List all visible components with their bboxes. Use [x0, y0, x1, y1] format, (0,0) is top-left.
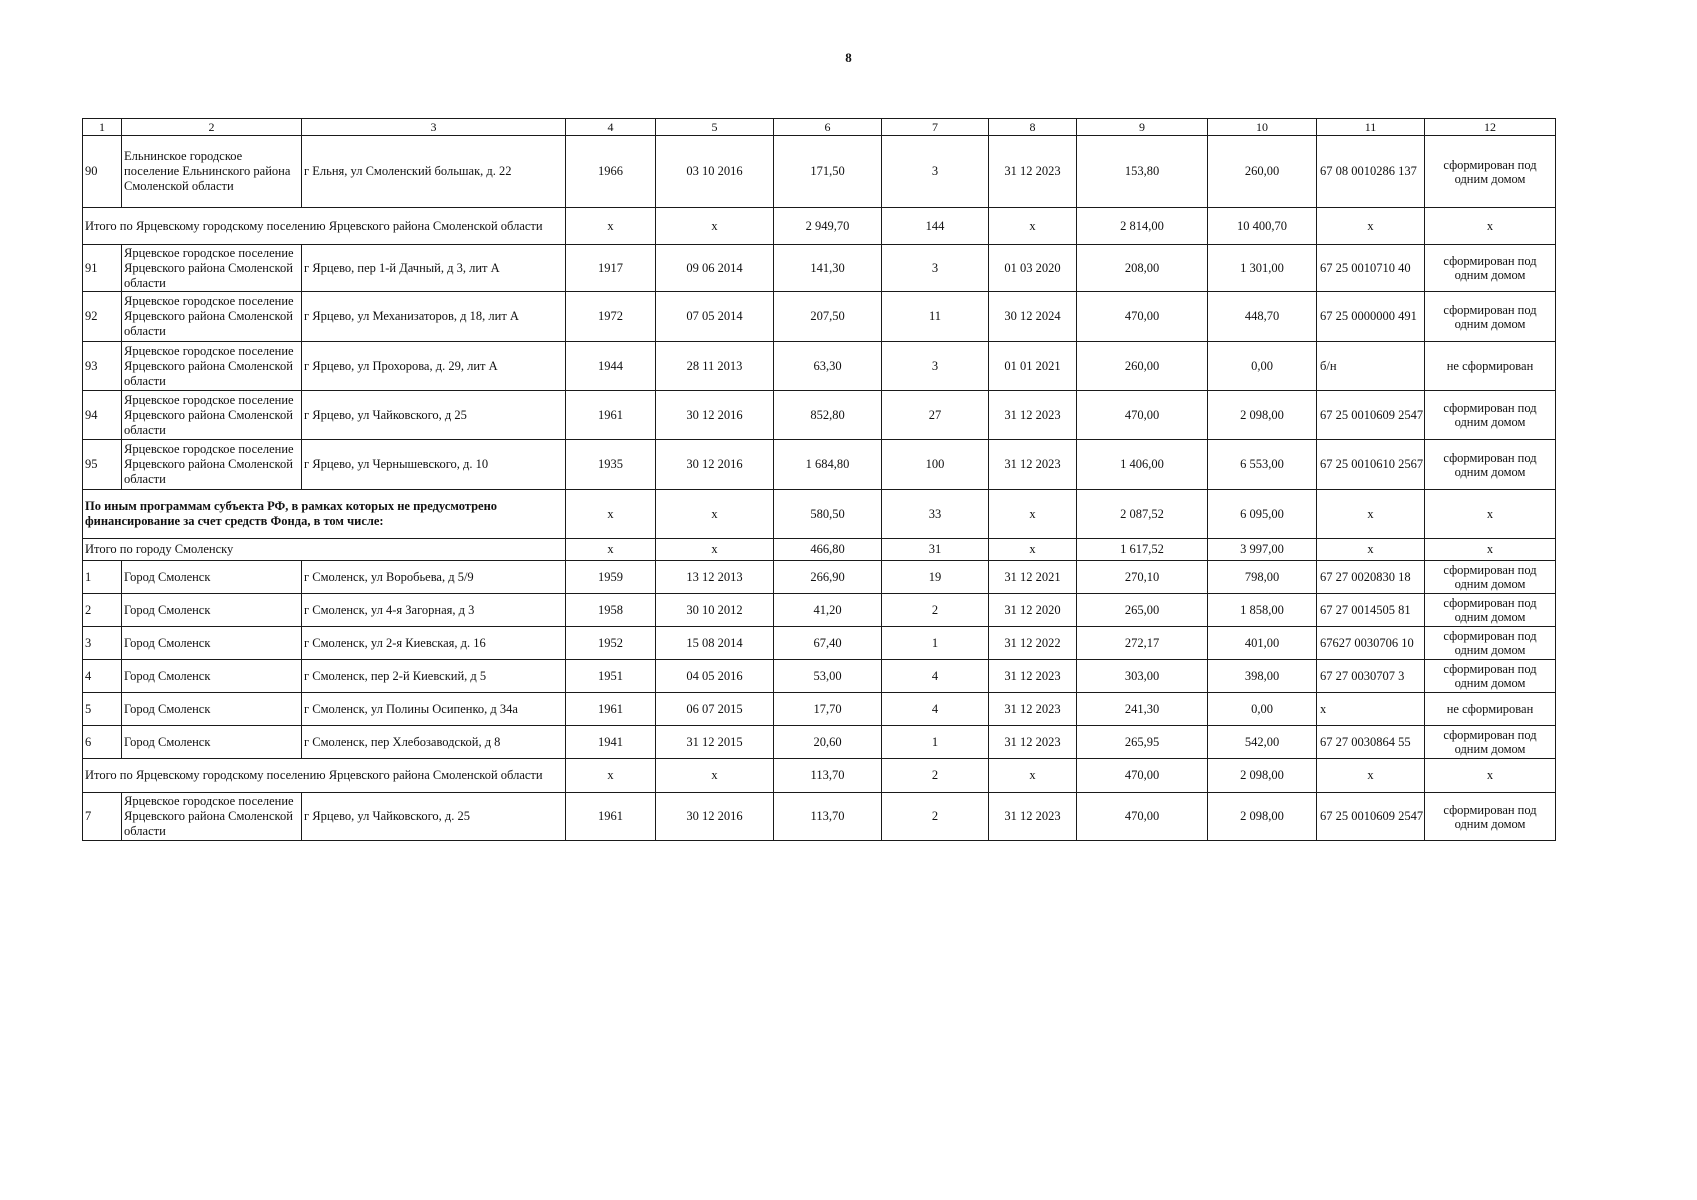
- column-header: 12: [1425, 119, 1556, 136]
- summary-value-cell: х: [656, 759, 774, 793]
- register-table: [82, 118, 1556, 841]
- status-cell: сформирован под одним домом: [1425, 627, 1556, 660]
- summary-value-cell: х: [1317, 208, 1425, 245]
- row-number-cell: 93: [83, 342, 122, 391]
- year-cell: 1917: [566, 245, 656, 292]
- municipality-cell: Город Смоленск: [122, 561, 302, 594]
- cadastral-number-cell: 67 27 0014505 81: [1317, 594, 1425, 627]
- area-cell: 207,50: [774, 292, 882, 342]
- cost-cell: 260,00: [1077, 342, 1208, 391]
- table-row: [83, 793, 1556, 841]
- row-number-cell: 3: [83, 627, 122, 660]
- date-cell: 13 12 2013: [656, 561, 774, 594]
- date-cell: 30 12 2016: [656, 793, 774, 841]
- municipality-cell: Город Смоленск: [122, 726, 302, 759]
- cost-cell: 1 301,00: [1208, 245, 1317, 292]
- people-count-cell: 19: [882, 561, 989, 594]
- cost-cell: 401,00: [1208, 627, 1317, 660]
- area-cell: 41,20: [774, 594, 882, 627]
- address-cell: г Ярцево, ул Чайковского, д 25: [302, 391, 566, 440]
- address-cell: г Ярцево, ул Чернышевского, д. 10: [302, 440, 566, 490]
- summary-value-cell: х: [989, 208, 1077, 245]
- summary-value-cell: х: [566, 759, 656, 793]
- table-row: [83, 292, 1556, 342]
- date-cell: 30 12 2016: [656, 440, 774, 490]
- row-number-cell: 94: [83, 391, 122, 440]
- table-row: [83, 594, 1556, 627]
- column-header: 2: [122, 119, 302, 136]
- summary-value-cell: х: [656, 490, 774, 539]
- summary-value-cell: х: [989, 490, 1077, 539]
- cadastral-number-cell: 67 27 0020830 18: [1317, 561, 1425, 594]
- summary-value-cell: 470,00: [1077, 759, 1208, 793]
- date-cell: 06 07 2015: [656, 693, 774, 726]
- people-count-cell: 27: [882, 391, 989, 440]
- address-cell: г Смоленск, ул 2-я Киевская, д. 16: [302, 627, 566, 660]
- cost-cell: 260,00: [1208, 136, 1317, 208]
- summary-row: [83, 759, 1556, 793]
- status-cell: сформирован под одним домом: [1425, 136, 1556, 208]
- year-cell: 1941: [566, 726, 656, 759]
- planned-date-cell: 01 03 2020: [989, 245, 1077, 292]
- area-cell: 852,80: [774, 391, 882, 440]
- summary-value-cell: 144: [882, 208, 989, 245]
- cadastral-number-cell: 67 25 0010609 2547: [1317, 391, 1425, 440]
- municipality-cell: Город Смоленск: [122, 594, 302, 627]
- area-cell: 113,70: [774, 793, 882, 841]
- people-count-cell: 1: [882, 627, 989, 660]
- summary-value-cell: х: [566, 539, 656, 561]
- column-header: 9: [1077, 119, 1208, 136]
- summary-value-cell: х: [1425, 539, 1556, 561]
- area-cell: 20,60: [774, 726, 882, 759]
- summary-value-cell: 2 814,00: [1077, 208, 1208, 245]
- summary-value-cell: х: [989, 539, 1077, 561]
- address-cell: г Смоленск, пер 2-й Киевский, д 5: [302, 660, 566, 693]
- date-cell: 15 08 2014: [656, 627, 774, 660]
- area-cell: 63,30: [774, 342, 882, 391]
- address-cell: г Смоленск, ул Воробьева, д 5/9: [302, 561, 566, 594]
- people-count-cell: 3: [882, 245, 989, 292]
- planned-date-cell: 31 12 2023: [989, 440, 1077, 490]
- people-count-cell: 11: [882, 292, 989, 342]
- date-cell: 31 12 2015: [656, 726, 774, 759]
- table-row: [83, 660, 1556, 693]
- row-number-cell: 2: [83, 594, 122, 627]
- municipality-cell: Ельнинское городское поселение Ельнинского района Смоленской области: [122, 136, 302, 208]
- row-number-cell: 90: [83, 136, 122, 208]
- status-cell: сформирован под одним домом: [1425, 391, 1556, 440]
- date-cell: 03 10 2016: [656, 136, 774, 208]
- summary-label: По иным программам субъекта РФ, в рамках которых не предусмотрено финансирование за счет средств Фонда, в том числе:: [83, 490, 566, 539]
- summary-value-cell: х: [989, 759, 1077, 793]
- address-cell: г Ярцево, пер 1-й Дачный, д 3, лит А: [302, 245, 566, 292]
- cost-cell: 398,00: [1208, 660, 1317, 693]
- column-header: 6: [774, 119, 882, 136]
- table-row: [83, 136, 1556, 208]
- cadastral-number-cell: 67 25 0000000 491: [1317, 292, 1425, 342]
- people-count-cell: 4: [882, 660, 989, 693]
- column-header: 3: [302, 119, 566, 136]
- address-cell: г Ельня, ул Смоленский большак, д. 22: [302, 136, 566, 208]
- summary-value-cell: 2: [882, 759, 989, 793]
- cadastral-number-cell: 67 27 0030864 55: [1317, 726, 1425, 759]
- summary-value-cell: х: [1317, 539, 1425, 561]
- municipality-cell: Город Смоленск: [122, 693, 302, 726]
- status-cell: не сформирован: [1425, 693, 1556, 726]
- planned-date-cell: 30 12 2024: [989, 292, 1077, 342]
- year-cell: 1952: [566, 627, 656, 660]
- people-count-cell: 1: [882, 726, 989, 759]
- planned-date-cell: 31 12 2023: [989, 660, 1077, 693]
- table-row: [83, 726, 1556, 759]
- summary-value-cell: 10 400,70: [1208, 208, 1317, 245]
- cost-cell: 208,00: [1077, 245, 1208, 292]
- summary-value-cell: 33: [882, 490, 989, 539]
- address-cell: г Смоленск, ул Полины Осипенко, д 34а: [302, 693, 566, 726]
- summary-value-cell: х: [1425, 759, 1556, 793]
- address-cell: г Ярцево, ул Чайковского, д. 25: [302, 793, 566, 841]
- table-row: [83, 342, 1556, 391]
- column-header: 10: [1208, 119, 1317, 136]
- year-cell: 1935: [566, 440, 656, 490]
- table-row: [83, 245, 1556, 292]
- cost-cell: 272,17: [1077, 627, 1208, 660]
- column-header: 5: [656, 119, 774, 136]
- row-number-cell: 6: [83, 726, 122, 759]
- people-count-cell: 3: [882, 136, 989, 208]
- status-cell: не сформирован: [1425, 342, 1556, 391]
- cost-cell: 1 858,00: [1208, 594, 1317, 627]
- year-cell: 1961: [566, 391, 656, 440]
- status-cell: сформирован под одним домом: [1425, 594, 1556, 627]
- people-count-cell: 2: [882, 594, 989, 627]
- summary-row: [83, 490, 1556, 539]
- cadastral-number-cell: б/н: [1317, 342, 1425, 391]
- summary-value-cell: х: [1425, 208, 1556, 245]
- table-row: [83, 693, 1556, 726]
- planned-date-cell: 31 12 2023: [989, 136, 1077, 208]
- cost-cell: 1 406,00: [1077, 440, 1208, 490]
- summary-value-cell: 2 949,70: [774, 208, 882, 245]
- area-cell: 266,90: [774, 561, 882, 594]
- cadastral-number-cell: 67 25 0010710 40: [1317, 245, 1425, 292]
- table-row: [83, 391, 1556, 440]
- summary-value-cell: 2 087,52: [1077, 490, 1208, 539]
- municipality-cell: Ярцевское городское поселение Ярцевского района Смоленской области: [122, 342, 302, 391]
- area-cell: 1 684,80: [774, 440, 882, 490]
- date-cell: 07 05 2014: [656, 292, 774, 342]
- cadastral-number-cell: 67 25 0010609 2547: [1317, 793, 1425, 841]
- row-number-cell: 92: [83, 292, 122, 342]
- summary-value-cell: х: [656, 539, 774, 561]
- planned-date-cell: 31 12 2023: [989, 793, 1077, 841]
- people-count-cell: 3: [882, 342, 989, 391]
- status-cell: сформирован под одним домом: [1425, 292, 1556, 342]
- table-row: [83, 440, 1556, 490]
- municipality-cell: Город Смоленск: [122, 627, 302, 660]
- planned-date-cell: 31 12 2023: [989, 726, 1077, 759]
- column-header: 7: [882, 119, 989, 136]
- year-cell: 1961: [566, 693, 656, 726]
- area-cell: 141,30: [774, 245, 882, 292]
- planned-date-cell: 31 12 2022: [989, 627, 1077, 660]
- cost-cell: 0,00: [1208, 342, 1317, 391]
- cost-cell: 798,00: [1208, 561, 1317, 594]
- summary-value-cell: х: [566, 208, 656, 245]
- summary-value-cell: 3 997,00: [1208, 539, 1317, 561]
- row-number-cell: 91: [83, 245, 122, 292]
- date-cell: 28 11 2013: [656, 342, 774, 391]
- municipality-cell: Ярцевское городское поселение Ярцевского района Смоленской области: [122, 440, 302, 490]
- cadastral-number-cell: х: [1317, 693, 1425, 726]
- year-cell: 1966: [566, 136, 656, 208]
- summary-value-cell: х: [1425, 490, 1556, 539]
- municipality-cell: Ярцевское городское поселение Ярцевского района Смоленской области: [122, 793, 302, 841]
- summary-value-cell: 31: [882, 539, 989, 561]
- column-header: 1: [83, 119, 122, 136]
- date-cell: 30 12 2016: [656, 391, 774, 440]
- people-count-cell: 4: [882, 693, 989, 726]
- planned-date-cell: 31 12 2021: [989, 561, 1077, 594]
- table-row: [83, 561, 1556, 594]
- address-cell: г Ярцево, ул Прохорова, д. 29, лит А: [302, 342, 566, 391]
- summary-value-cell: х: [1317, 759, 1425, 793]
- summary-value-cell: х: [566, 490, 656, 539]
- summary-value-cell: 466,80: [774, 539, 882, 561]
- area-cell: 67,40: [774, 627, 882, 660]
- cost-cell: 265,00: [1077, 594, 1208, 627]
- register-body: [83, 119, 1556, 841]
- planned-date-cell: 31 12 2023: [989, 391, 1077, 440]
- municipality-cell: Ярцевское городское поселение Ярцевского района Смоленской области: [122, 391, 302, 440]
- table-row: [83, 627, 1556, 660]
- address-cell: г Смоленск, ул 4-я Загорная, д 3: [302, 594, 566, 627]
- cost-cell: 241,30: [1077, 693, 1208, 726]
- cadastral-number-cell: 67 25 0010610 2567: [1317, 440, 1425, 490]
- summary-value-cell: 113,70: [774, 759, 882, 793]
- summary-label: Итого по Ярцевскому городскому поселению Ярцевского района Смоленской области: [83, 208, 566, 245]
- year-cell: 1959: [566, 561, 656, 594]
- people-count-cell: 100: [882, 440, 989, 490]
- summary-row: [83, 539, 1556, 561]
- cadastral-number-cell: 67627 0030706 10: [1317, 627, 1425, 660]
- area-cell: 17,70: [774, 693, 882, 726]
- municipality-cell: Ярцевское городское поселение Ярцевского района Смоленской области: [122, 245, 302, 292]
- summary-value-cell: х: [656, 208, 774, 245]
- planned-date-cell: 31 12 2023: [989, 693, 1077, 726]
- summary-value-cell: 580,50: [774, 490, 882, 539]
- status-cell: сформирован под одним домом: [1425, 793, 1556, 841]
- row-number-cell: 7: [83, 793, 122, 841]
- cadastral-number-cell: 67 27 0030707 3: [1317, 660, 1425, 693]
- address-cell: г Ярцево, ул Механизаторов, д 18, лит А: [302, 292, 566, 342]
- column-header: 8: [989, 119, 1077, 136]
- municipality-cell: Город Смоленск: [122, 660, 302, 693]
- cost-cell: 2 098,00: [1208, 793, 1317, 841]
- row-number-cell: 4: [83, 660, 122, 693]
- column-header: 11: [1317, 119, 1425, 136]
- year-cell: 1958: [566, 594, 656, 627]
- municipality-cell: Ярцевское городское поселение Ярцевского района Смоленской области: [122, 292, 302, 342]
- status-cell: сформирован под одним домом: [1425, 660, 1556, 693]
- summary-value-cell: 2 098,00: [1208, 759, 1317, 793]
- column-number-row: [83, 119, 1556, 136]
- row-number-cell: 95: [83, 440, 122, 490]
- status-cell: сформирован под одним домом: [1425, 726, 1556, 759]
- summary-row: [83, 208, 1556, 245]
- cost-cell: 270,10: [1077, 561, 1208, 594]
- address-cell: г Смоленск, пер Хлебозаводской, д 8: [302, 726, 566, 759]
- year-cell: 1944: [566, 342, 656, 391]
- people-count-cell: 2: [882, 793, 989, 841]
- cost-cell: 470,00: [1077, 292, 1208, 342]
- year-cell: 1951: [566, 660, 656, 693]
- date-cell: 04 05 2016: [656, 660, 774, 693]
- date-cell: 30 10 2012: [656, 594, 774, 627]
- date-cell: 09 06 2014: [656, 245, 774, 292]
- cadastral-number-cell: 67 08 0010286 137: [1317, 136, 1425, 208]
- year-cell: 1961: [566, 793, 656, 841]
- summary-label: Итого по городу Смоленску: [83, 539, 566, 561]
- row-number-cell: 5: [83, 693, 122, 726]
- cost-cell: 6 553,00: [1208, 440, 1317, 490]
- cost-cell: 470,00: [1077, 793, 1208, 841]
- cost-cell: 303,00: [1077, 660, 1208, 693]
- cost-cell: 542,00: [1208, 726, 1317, 759]
- cost-cell: 2 098,00: [1208, 391, 1317, 440]
- status-cell: сформирован под одним домом: [1425, 440, 1556, 490]
- summary-value-cell: х: [1317, 490, 1425, 539]
- row-number-cell: 1: [83, 561, 122, 594]
- summary-value-cell: 1 617,52: [1077, 539, 1208, 561]
- summary-label: Итого по Ярцевскому городскому поселению Ярцевского района Смоленской области: [83, 759, 566, 793]
- status-cell: сформирован под одним домом: [1425, 561, 1556, 594]
- cost-cell: 153,80: [1077, 136, 1208, 208]
- cost-cell: 265,95: [1077, 726, 1208, 759]
- page-number: 8: [845, 50, 852, 65]
- planned-date-cell: 31 12 2020: [989, 594, 1077, 627]
- year-cell: 1972: [566, 292, 656, 342]
- status-cell: сформирован под одним домом: [1425, 245, 1556, 292]
- summary-value-cell: 6 095,00: [1208, 490, 1317, 539]
- area-cell: 53,00: [774, 660, 882, 693]
- cost-cell: 470,00: [1077, 391, 1208, 440]
- planned-date-cell: 01 01 2021: [989, 342, 1077, 391]
- column-header: 4: [566, 119, 656, 136]
- cost-cell: 0,00: [1208, 693, 1317, 726]
- area-cell: 171,50: [774, 136, 882, 208]
- cost-cell: 448,70: [1208, 292, 1317, 342]
